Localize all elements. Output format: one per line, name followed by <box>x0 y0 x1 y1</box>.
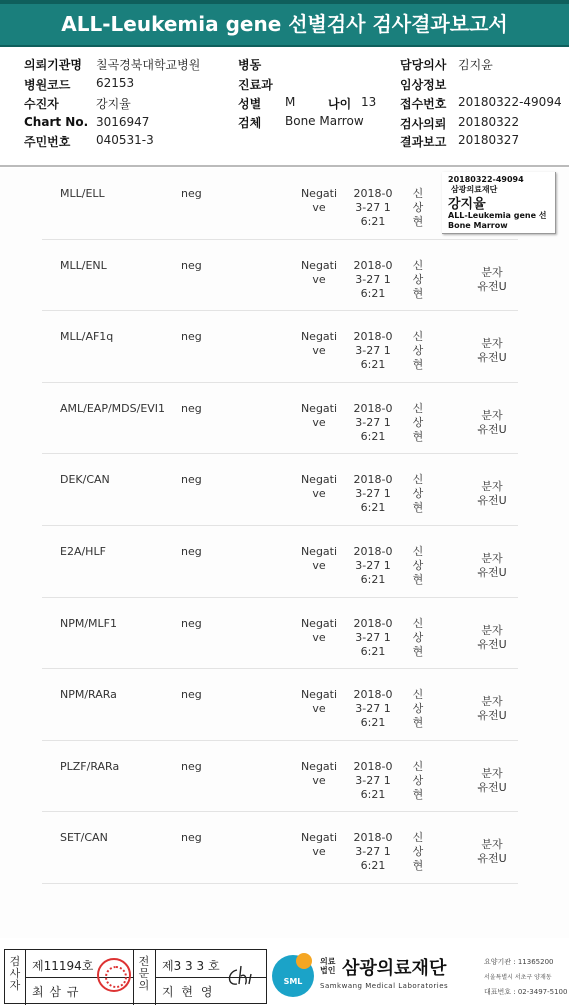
interpretation-line1: Negati <box>300 831 338 845</box>
reviewer-signature <box>223 962 263 992</box>
result-value: neg <box>181 688 202 702</box>
report-date-line3: 6:21 <box>360 859 386 873</box>
request-value: 20180322 <box>458 115 520 129</box>
verifier-line1: 신 <box>412 831 424 845</box>
organization-logo <box>272 949 569 1004</box>
tester-label: 검사자 <box>9 955 21 992</box>
gene-name: AML/EAP/MDS/EVI1 <box>60 401 166 415</box>
gene-name: MLL/AF1q <box>60 330 114 344</box>
department-line1: 분자 <box>481 480 503 494</box>
interpretation-line1: Negati <box>300 759 338 773</box>
department-line1: 분자 <box>481 623 503 637</box>
patient-label: 수진자 <box>24 97 59 111</box>
verifier-line2: 상 <box>412 487 424 501</box>
interpretation-line2: ve <box>312 702 326 716</box>
doctor-label: 담당의사 <box>400 58 447 72</box>
hospital-value: 칠곡경북대학교병원 <box>96 58 201 72</box>
report-date-line2: 3-27 1 <box>355 415 391 429</box>
org-english-name: Samkwang Medical Laboratories <box>320 982 449 990</box>
result-value: neg <box>181 545 202 558</box>
interpretation-line2: ve <box>312 487 326 501</box>
interpretation-line2: ve <box>312 773 326 787</box>
report-date-line3: 6:21 <box>360 215 386 228</box>
verifier-line1: 신 <box>412 473 424 487</box>
org-prefix-top: 의료 <box>320 957 336 966</box>
row-divider <box>42 811 518 812</box>
gene-name: DEK/CAN <box>60 473 110 487</box>
code-value: 62153 <box>96 76 135 90</box>
report-date-line1: 2018-0 <box>353 831 393 845</box>
verifier-line1: 신 <box>412 616 424 630</box>
verifier-line3: 현 <box>412 215 424 228</box>
report-date-line1: 2018-0 <box>353 187 393 200</box>
report-date-line2: 3-27 1 <box>355 630 391 644</box>
report-date-line3: 6:21 <box>360 429 386 443</box>
report-date-line1: 2018-0 <box>353 401 393 415</box>
interpretation-line1: Negati <box>300 258 338 272</box>
receipt-value: 20180322-49094 <box>458 95 562 109</box>
interpretation-line1: Negati <box>300 330 338 344</box>
result-value: neg <box>181 759 202 773</box>
report-date-line3: 6:21 <box>360 787 386 801</box>
report-date-line1: 2018-0 <box>353 688 393 702</box>
sex-value: M <box>285 95 296 109</box>
report-date-line1: 2018-0 <box>353 258 393 272</box>
report-date-line2: 3-27 1 <box>355 845 391 859</box>
row-divider <box>42 668 518 669</box>
verifier-line2: 상 <box>412 272 424 286</box>
sticker-name: 강지율 <box>448 197 486 212</box>
verifier-line1: 신 <box>412 258 424 272</box>
row-divider <box>42 597 518 598</box>
result-value: neg <box>181 187 202 200</box>
department-line1: 분자 <box>481 838 503 852</box>
verifier-line3: 현 <box>412 501 424 515</box>
verifier-line2: 상 <box>412 559 424 572</box>
report-date-line1: 2018-0 <box>353 759 393 773</box>
report-date-label: 결과보고 <box>400 135 447 149</box>
result-value: neg <box>181 258 202 272</box>
report-date-line3: 6:21 <box>360 358 386 372</box>
interpretation-line1: Negati <box>300 187 338 200</box>
report-date-value: 20180327 <box>458 133 520 147</box>
specimen-value: Bone Marrow <box>285 114 364 128</box>
gene-name: SET/CAN <box>60 831 108 845</box>
specimen-label-sticker <box>442 172 556 234</box>
report-date-line1: 2018-0 <box>353 473 393 487</box>
interpretation-line2: ve <box>312 630 326 644</box>
result-value: neg <box>181 330 202 344</box>
report-date-line3: 6:21 <box>360 716 386 730</box>
verifier-line3: 현 <box>412 286 424 300</box>
result-value: neg <box>181 473 202 487</box>
verifier-line2: 상 <box>412 415 424 429</box>
org-phone: 대표번호 : 02-3497-5100 <box>484 988 568 996</box>
row-divider <box>42 453 518 454</box>
verifier-line1: 신 <box>412 330 424 344</box>
code-label: 병원코드 <box>24 78 71 92</box>
tester-name: 최 삼 규 <box>32 985 80 999</box>
gene-name: MLL/ENL <box>60 258 107 272</box>
department-line1: 분자 <box>481 408 503 422</box>
department-line2: 유전U <box>477 351 507 365</box>
sticker-org: 삼광의료재단 <box>451 185 498 194</box>
verifier-line2: 상 <box>412 845 424 859</box>
report-date-line2: 3-27 1 <box>355 487 391 501</box>
interpretation-line2: ve <box>312 272 326 286</box>
report-title: ALL-Leukemia gene 선별검사 검사결과보고서 <box>0 0 569 47</box>
gene-name: NPM/RARa <box>60 688 117 702</box>
signature-box <box>4 949 267 1004</box>
verifier-line3: 현 <box>412 716 424 730</box>
id-label: 주민번호 <box>24 135 71 149</box>
verifier-line1: 신 <box>412 187 424 200</box>
row-divider <box>42 883 518 884</box>
verifier-line2: 상 <box>412 201 424 214</box>
tester-seal <box>97 958 131 992</box>
report-date-line2: 3-27 1 <box>355 559 391 572</box>
sex-label: 성별 <box>238 97 262 111</box>
chart-value: 3016947 <box>96 115 150 129</box>
report-date-line1: 2018-0 <box>353 616 393 630</box>
verifier-line3: 현 <box>412 429 424 443</box>
verifier-line2: 상 <box>412 702 424 716</box>
result-value: neg <box>181 831 202 845</box>
id-value: 040531-3 <box>96 133 154 147</box>
org-code: 요양기관 : 11365200 <box>484 958 554 966</box>
report-date-line1: 2018-0 <box>353 330 393 344</box>
org-prefix-bottom: 법인 <box>320 966 336 975</box>
org-address: 서울특별시 서초구 양재동 <box>484 974 552 981</box>
logo-text: SML <box>283 977 303 986</box>
report-date-line2: 3-27 1 <box>355 773 391 787</box>
verifier-line3: 현 <box>412 787 424 801</box>
info-divider <box>0 165 569 167</box>
result-value: neg <box>181 401 202 415</box>
age-label: 나이 <box>328 97 352 111</box>
patient-value: 강지율 <box>96 97 131 111</box>
report-date-line3: 6:21 <box>360 644 386 658</box>
report-date-line3: 6:21 <box>360 286 386 300</box>
report-date-line1: 2018-0 <box>353 545 393 558</box>
row-divider <box>42 310 518 311</box>
request-label: 검사의뢰 <box>400 117 447 131</box>
department-line2: 유전U <box>477 637 507 651</box>
department-line1: 분자 <box>481 337 503 351</box>
row-divider <box>42 740 518 741</box>
department-line2: 유전U <box>477 279 507 293</box>
report-date-line3: 6:21 <box>360 573 386 586</box>
verifier-line1: 신 <box>412 401 424 415</box>
verifier-line2: 상 <box>412 773 424 787</box>
department-line2: 유전U <box>477 422 507 436</box>
verifier-line1: 신 <box>412 688 424 702</box>
result-value: neg <box>181 616 202 630</box>
reviewer-license: 제3 3 3 호 <box>162 959 220 973</box>
patient-info <box>0 53 569 165</box>
report-date-line2: 3-27 1 <box>355 344 391 358</box>
gene-name: MLL/ELL <box>60 187 105 200</box>
interpretation-line1: Negati <box>300 545 338 558</box>
row-divider <box>42 382 518 383</box>
interpretation-line1: Negati <box>300 401 338 415</box>
verifier-line1: 신 <box>412 545 424 558</box>
verifier-line2: 상 <box>412 344 424 358</box>
clinical-label: 임상정보 <box>400 78 447 92</box>
report-date-line3: 6:21 <box>360 501 386 515</box>
verifier-line3: 현 <box>412 573 424 586</box>
department-line1: 분자 <box>481 265 503 279</box>
reviewer-name: 지 현 영 <box>162 985 215 999</box>
row-divider <box>42 239 518 240</box>
verifier-line3: 현 <box>412 358 424 372</box>
department-line1: 분자 <box>481 552 503 565</box>
interpretation-line1: Negati <box>300 616 338 630</box>
interpretation-line2: ve <box>312 559 326 572</box>
department-line2: 유전U <box>477 852 507 866</box>
interpretation-line2: ve <box>312 201 326 214</box>
department-line1: 분자 <box>481 695 503 709</box>
row-divider <box>42 525 518 526</box>
ward-label: 병동 <box>238 58 262 72</box>
logo-dot-icon <box>296 953 312 969</box>
department-line2: 유전U <box>477 494 507 508</box>
interpretation-line2: ve <box>312 344 326 358</box>
receipt-label: 접수번호 <box>400 97 447 111</box>
report-date-line2: 3-27 1 <box>355 272 391 286</box>
org-name: 삼광의료재단 <box>342 958 447 979</box>
sticker-receipt: 20180322-49094 <box>448 175 524 184</box>
result-table <box>0 168 569 938</box>
verifier-line3: 현 <box>412 859 424 873</box>
specimen-label: 검체 <box>238 116 262 130</box>
sticker-test: ALL-Leukemia gene 선 <box>448 211 547 220</box>
tester-license: 제11194호 <box>32 959 94 973</box>
dept-label: 진료과 <box>238 78 273 92</box>
department-line2: 유전U <box>477 566 507 579</box>
gene-name: E2A/HLF <box>60 545 106 558</box>
reviewer-label: 전문의 <box>138 955 150 992</box>
verifier-line2: 상 <box>412 630 424 644</box>
department-line2: 유전U <box>477 709 507 723</box>
department-line2: 유전U <box>477 780 507 794</box>
interpretation-line1: Negati <box>300 688 338 702</box>
chart-label: Chart No. <box>24 115 89 129</box>
gene-name: PLZF/RARa <box>60 759 120 773</box>
report-date-line2: 3-27 1 <box>355 702 391 716</box>
interpretation-line2: ve <box>312 845 326 859</box>
interpretation-line1: Negati <box>300 473 338 487</box>
verifier-line1: 신 <box>412 759 424 773</box>
interpretation-line2: ve <box>312 415 326 429</box>
hospital-label: 의뢰기관명 <box>24 58 82 72</box>
department-line1: 분자 <box>481 766 503 780</box>
sticker-specimen: Bone Marrow <box>448 221 508 230</box>
doctor-value: 김지윤 <box>458 58 493 72</box>
gene-name: NPM/MLF1 <box>60 616 118 630</box>
report-footer <box>0 945 569 1008</box>
age-value: 13 <box>361 95 377 109</box>
verifier-line3: 현 <box>412 644 424 658</box>
report-date-line2: 3-27 1 <box>355 201 391 214</box>
